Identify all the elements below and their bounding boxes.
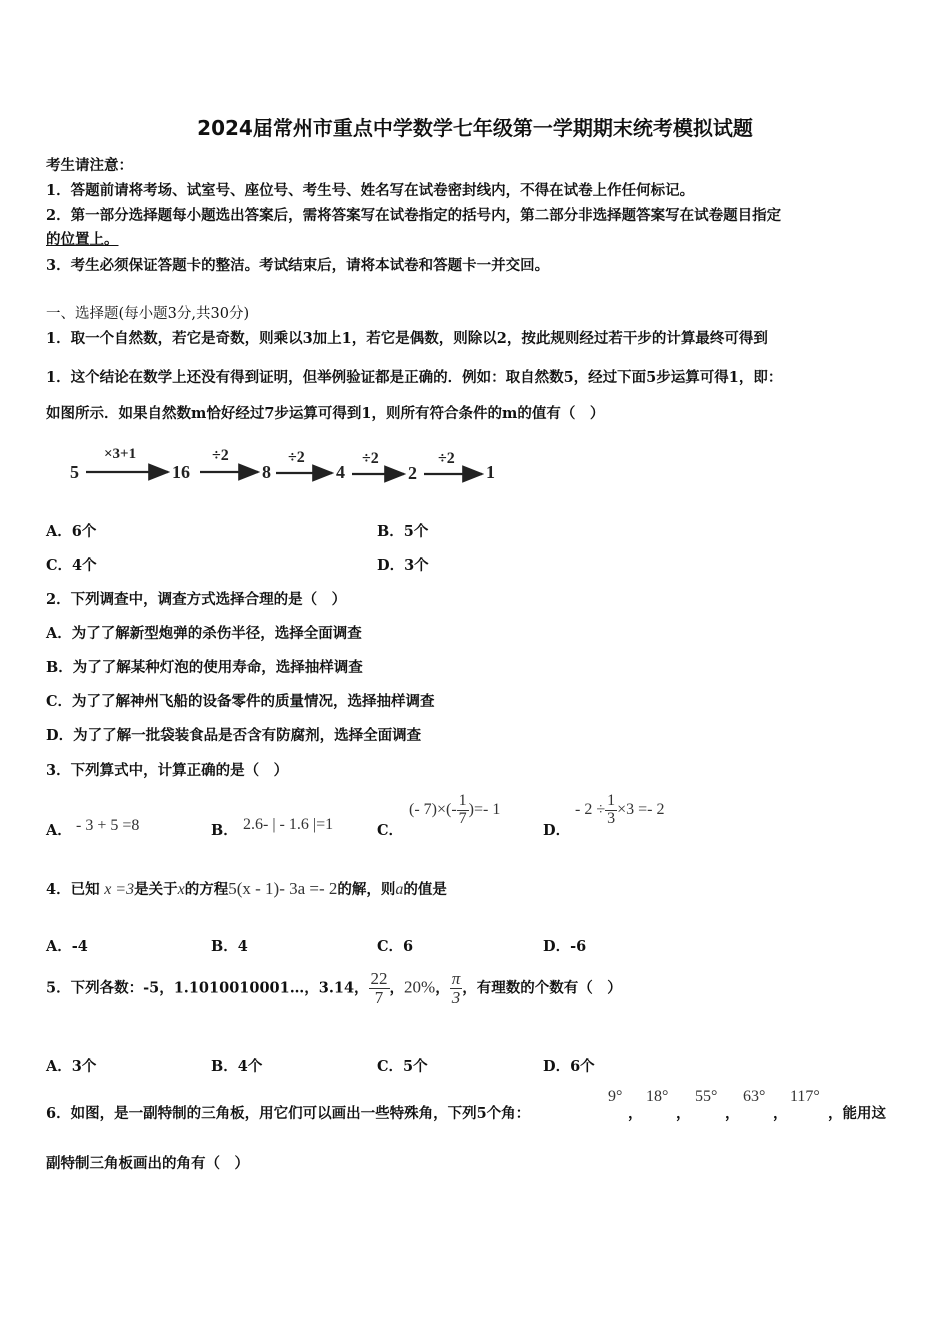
diagram-node-3: 4 — [336, 462, 345, 482]
q5-option-c: C．5个 — [377, 1058, 428, 1075]
q3-d-pre: - 2 ÷ — [575, 800, 606, 818]
q5-percent: 20% — [404, 977, 436, 997]
q4-stem — [46, 878, 447, 899]
q3-option-c-expr — [409, 793, 500, 828]
q3-d-post: ×3 =- 2 — [617, 800, 665, 818]
q6-comma-3: ， — [725, 1105, 740, 1122]
q4-part-2: 是关于 — [134, 881, 178, 898]
diagram-node-1: 16 — [172, 462, 190, 482]
notice-item-1: 1．答题前请将考场、试室号、座位号、考生号、姓名写在试卷密封线内，不得在试卷上作任何标记。 — [46, 182, 695, 199]
page-title: 2024届常州市重点中学数学七年级第一学期期末统考模拟试题 — [197, 116, 753, 140]
q4-option-d: D．-6 — [543, 938, 587, 955]
q2-option-d: D．为了了解一批袋装食品是否含有防腐剂，选择全面调查 — [46, 727, 422, 744]
q2-option-c: C．为了了解神州飞船的设备零件的质量情况，选择抽样调查 — [46, 693, 435, 710]
q2-option-b: B．为了了解某种灯泡的使用寿命，选择抽样调查 — [46, 659, 363, 676]
q2-option-a: A．为了了解新型炮弹的杀伤半径，选择全面调查 — [46, 625, 362, 642]
q1-option-b: B．5个 — [377, 523, 429, 540]
notice-item-2b: 的位置上。 — [46, 231, 119, 248]
q3-option-d-expr — [575, 793, 664, 828]
diagram-op-0: ×3+1 — [104, 446, 137, 462]
q5-frac1-num: 22 — [370, 969, 388, 988]
q1-option-c: C．4个 — [46, 557, 97, 574]
q6-comma-2: ， — [676, 1105, 691, 1122]
diagram-node-0: 5 — [70, 462, 79, 482]
q6-stem-line2: 副特制三角板画出的角有（ ） — [46, 1155, 249, 1172]
q5-sep-1: ， — [389, 979, 405, 997]
q5-option-a: A．3个 — [46, 1058, 97, 1075]
q1-option-d: D．3个 — [377, 557, 429, 574]
diagram-node-2: 8 — [262, 462, 271, 482]
q4-part-5: 的值是 — [403, 881, 447, 898]
q4-part-4: 的解，则 — [337, 881, 396, 898]
q1-option-a: A．6个 — [46, 523, 97, 540]
q6-comma-4: ， — [773, 1105, 788, 1122]
q3-d-num: 1 — [607, 792, 616, 809]
q5-pre: 5．下列各数：-5，1.1010010001…，3.14， — [46, 979, 369, 997]
diagram-node-5: 1 — [486, 462, 495, 482]
q4-part-1: 4．已知 — [46, 881, 100, 898]
q5-option-d: D．6个 — [543, 1058, 595, 1075]
q3-option-b-expr: 2.6- | - 1.6 |=1 — [243, 816, 334, 833]
diagram-node-4: 2 — [408, 463, 417, 483]
q6-angle-4: 63° — [743, 1088, 766, 1105]
section-heading: 一、选择题(每小题3分,共30分) — [46, 306, 250, 322]
diagram-op-2: ÷2 — [288, 449, 305, 466]
diagram-op-1: ÷2 — [212, 447, 229, 464]
q5-stem — [46, 970, 622, 1007]
q6-stem-post: ，能用这 — [828, 1105, 886, 1122]
q1-operation-diagram — [62, 440, 512, 490]
q4-option-c: C．6 — [377, 938, 414, 955]
q4-math-1: x =3 — [104, 881, 135, 898]
q3-option-d-label: D． — [543, 822, 571, 839]
q5-frac1-den: 7 — [374, 987, 384, 1007]
q6-stem-pre: 6．如图，是一副特制的三角板，用它们可以画出一些特殊角，下列5个角： — [46, 1105, 531, 1122]
q1-stem-line1: 1．取一个自然数，若它是奇数，则乘以3加上1，若它是偶数，则除以2，按此规则经过若干步的计算最终可得到 — [46, 330, 768, 347]
q6-angle-5: 117° — [790, 1088, 820, 1105]
q4-math-4: a — [395, 881, 404, 898]
q1-stem-line3: 如图所示．如果自然数m恰好经过7步运算可得到1，则所有符合条件的m的值有（ ） — [46, 405, 605, 422]
q5-post: ，有理数的个数有（ ） — [462, 979, 622, 997]
q4-math-2: x — [177, 881, 185, 898]
diagram-op-4: ÷2 — [438, 450, 455, 467]
q1-stem-line2: 1．这个结论在数学上还没有得到证明，但举例验证都是正确的．例如：取自然数5，经过下面5步运算可得1，即： — [46, 369, 783, 386]
q4-part-3: 的方程 — [184, 881, 229, 898]
q2-stem: 2．下列调查中，调查方式选择合理的是（ ） — [46, 591, 347, 608]
diagram-op-3: ÷2 — [362, 450, 379, 467]
q5-option-b: B．4个 — [211, 1058, 263, 1075]
q5-sep-2: ， — [435, 979, 450, 997]
q3-d-den: 3 — [607, 809, 616, 827]
q3-option-c-label: C． — [377, 822, 404, 839]
q6-angle-3: 55° — [695, 1088, 718, 1105]
q3-option-a-expr: - 3 + 5 =8 — [76, 817, 140, 834]
q6-comma-1: ， — [628, 1105, 643, 1122]
q3-option-b-label: B． — [211, 822, 238, 839]
q3-c-den: 7 — [458, 809, 467, 827]
q6-angle-1: 9° — [608, 1088, 623, 1105]
notice-item-3: 3．考生必须保证答题卡的整洁。考试结束后，请将本试卷和答题卡一并交回。 — [46, 257, 550, 274]
q5-frac2-den: 3 — [451, 987, 461, 1007]
q3-c-post: )=- 1 — [468, 800, 501, 818]
q3-c-pre: (- 7)×(- — [409, 800, 457, 818]
q4-option-b: B．4 — [211, 938, 248, 955]
q3-c-num: 1 — [458, 792, 467, 809]
notice-item-2a: 2．第一部分选择题每小题选出答案后，需将答案写在试卷指定的括号内，第二部分非选择题答案写在试卷题目指定 — [46, 207, 782, 224]
notice-heading: 考生请注意： — [46, 157, 133, 174]
q5-frac2-num: π — [451, 969, 461, 988]
q3-stem: 3．下列算式中，计算正确的是（ ） — [46, 762, 289, 779]
q3-option-a-label: A． — [46, 822, 72, 839]
q4-math-3: 5(x - 1)- 3a =- 2 — [228, 879, 338, 898]
q6-angle-2: 18° — [646, 1088, 669, 1105]
q4-option-a: A．-4 — [46, 938, 88, 955]
